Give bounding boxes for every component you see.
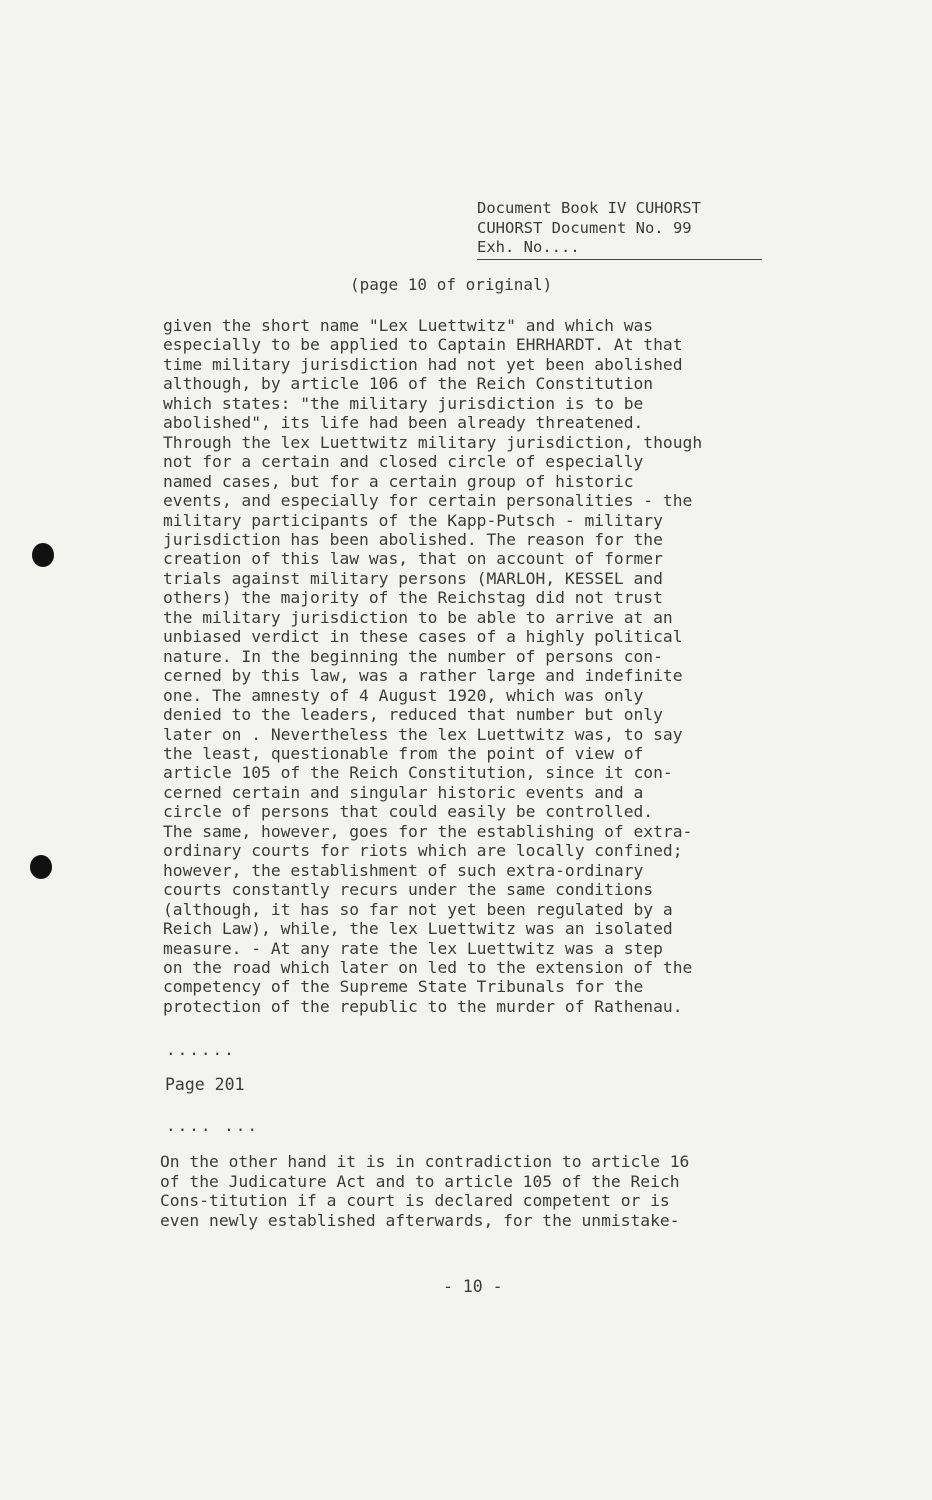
body-text: [163, 316, 702, 1016]
text-line: circle of persons that could easily be controlled.: [163, 802, 654, 822]
text-line: nature. In the beginning the number of persons con-: [163, 646, 663, 666]
text-line: competency of the Supreme State Tribunals for the: [163, 977, 644, 997]
text-line: which states: "the military jurisdiction is to be: [163, 393, 644, 413]
text-line: cerned by this law, was a rather large and indefinite: [163, 666, 683, 686]
text-line: time military jurisdiction had not yet been abolished: [163, 354, 683, 374]
text-line: creation of this law was, that on account of former: [163, 549, 663, 569]
header-line-2: CUHORST Document No. 99: [477, 218, 692, 237]
text-line: denied to the leaders, reduced that number but only: [163, 705, 663, 725]
text-line: not for a certain and closed circle of especially: [163, 452, 644, 472]
text-line: cerned certain and singular historic events and a: [163, 782, 644, 802]
text-line: abolished", its life had been already threatened.: [163, 413, 644, 433]
text-line: given the short name "Lex Luettwitz" and which was: [163, 316, 654, 335]
ellipsis-separator: ......: [166, 1040, 236, 1059]
text-line: although, by article 106 of the Reich Constitution: [163, 374, 654, 394]
text-line: events, and especially for certain personalities - the: [163, 491, 693, 511]
ellipsis-separator: .... ...: [166, 1116, 260, 1135]
text-line: trials against military persons (MARLOH, KESSEL and: [163, 568, 663, 588]
page-number: - 10 -: [443, 1277, 503, 1296]
text-line: ordinary courts for riots which are locally confined;: [163, 841, 683, 861]
text-line: courts constantly recurs under the same conditions: [163, 880, 654, 900]
text-line: others) the majority of the Reichstag did not trust: [163, 588, 663, 608]
page-label: Page 201: [165, 1075, 245, 1094]
text-line: On the other hand it is in contradiction to article 16: [160, 1152, 690, 1171]
text-line: Through the lex Luettwitz military jurisdiction, though: [163, 432, 703, 452]
text-line: measure. - At any rate the lex Luettwitz was a step: [163, 938, 663, 958]
text-line: (although, it has so far not yet been regulated by a: [163, 899, 673, 919]
text-line: even newly established afterwards, for the unmistake-: [160, 1210, 680, 1230]
text-line: protection of the republic to the murder of Rathenau.: [163, 996, 683, 1016]
text-line: Cons-titution if a court is declared competent or is: [160, 1191, 670, 1210]
text-line: of the Judicature Act and to article 105 of the Reich: [160, 1171, 680, 1191]
text-line: Reich Law), while, the lex Luettwitz was an isolated: [163, 919, 673, 939]
text-line: the military jurisdiction to be able to arrive at an: [163, 607, 673, 627]
text-line: jurisdiction has been abolished. The reason for the: [163, 529, 663, 549]
text-line: especially to be applied to Captain EHRHARDT. At that: [163, 335, 683, 355]
page-of-original: (page 10 of original): [350, 275, 553, 294]
text-line: one. The amnesty of 4 August 1920, which was only: [163, 685, 644, 705]
document-header: [477, 199, 762, 260]
text-line: The same, however, goes for the establishing of extra-: [163, 821, 693, 841]
text-line: unbiased verdict in these cases of a highly political: [163, 627, 683, 647]
text-line: named cases, but for a certain group of historic: [163, 471, 634, 491]
header-line-1: Document Book IV CUHORST: [477, 199, 701, 217]
text-line: the least, questionable from the point of view of: [163, 743, 644, 763]
punch-hole: [32, 543, 54, 567]
text-line: on the road which later on led to the extension of the: [163, 957, 693, 977]
body-text-continued: [160, 1152, 689, 1230]
punch-hole: [30, 855, 52, 879]
text-line: later on . Nevertheless the lex Luettwitz was, to say: [163, 724, 683, 744]
text-line: military participants of the Kapp-Putsch - military: [163, 510, 663, 530]
exhibit-number: Exh. No....: [477, 238, 762, 260]
text-line: article 105 of the Reich Constitution, since it con-: [163, 763, 673, 783]
text-line: however, the establishment of such extra-ordinary: [163, 860, 644, 880]
